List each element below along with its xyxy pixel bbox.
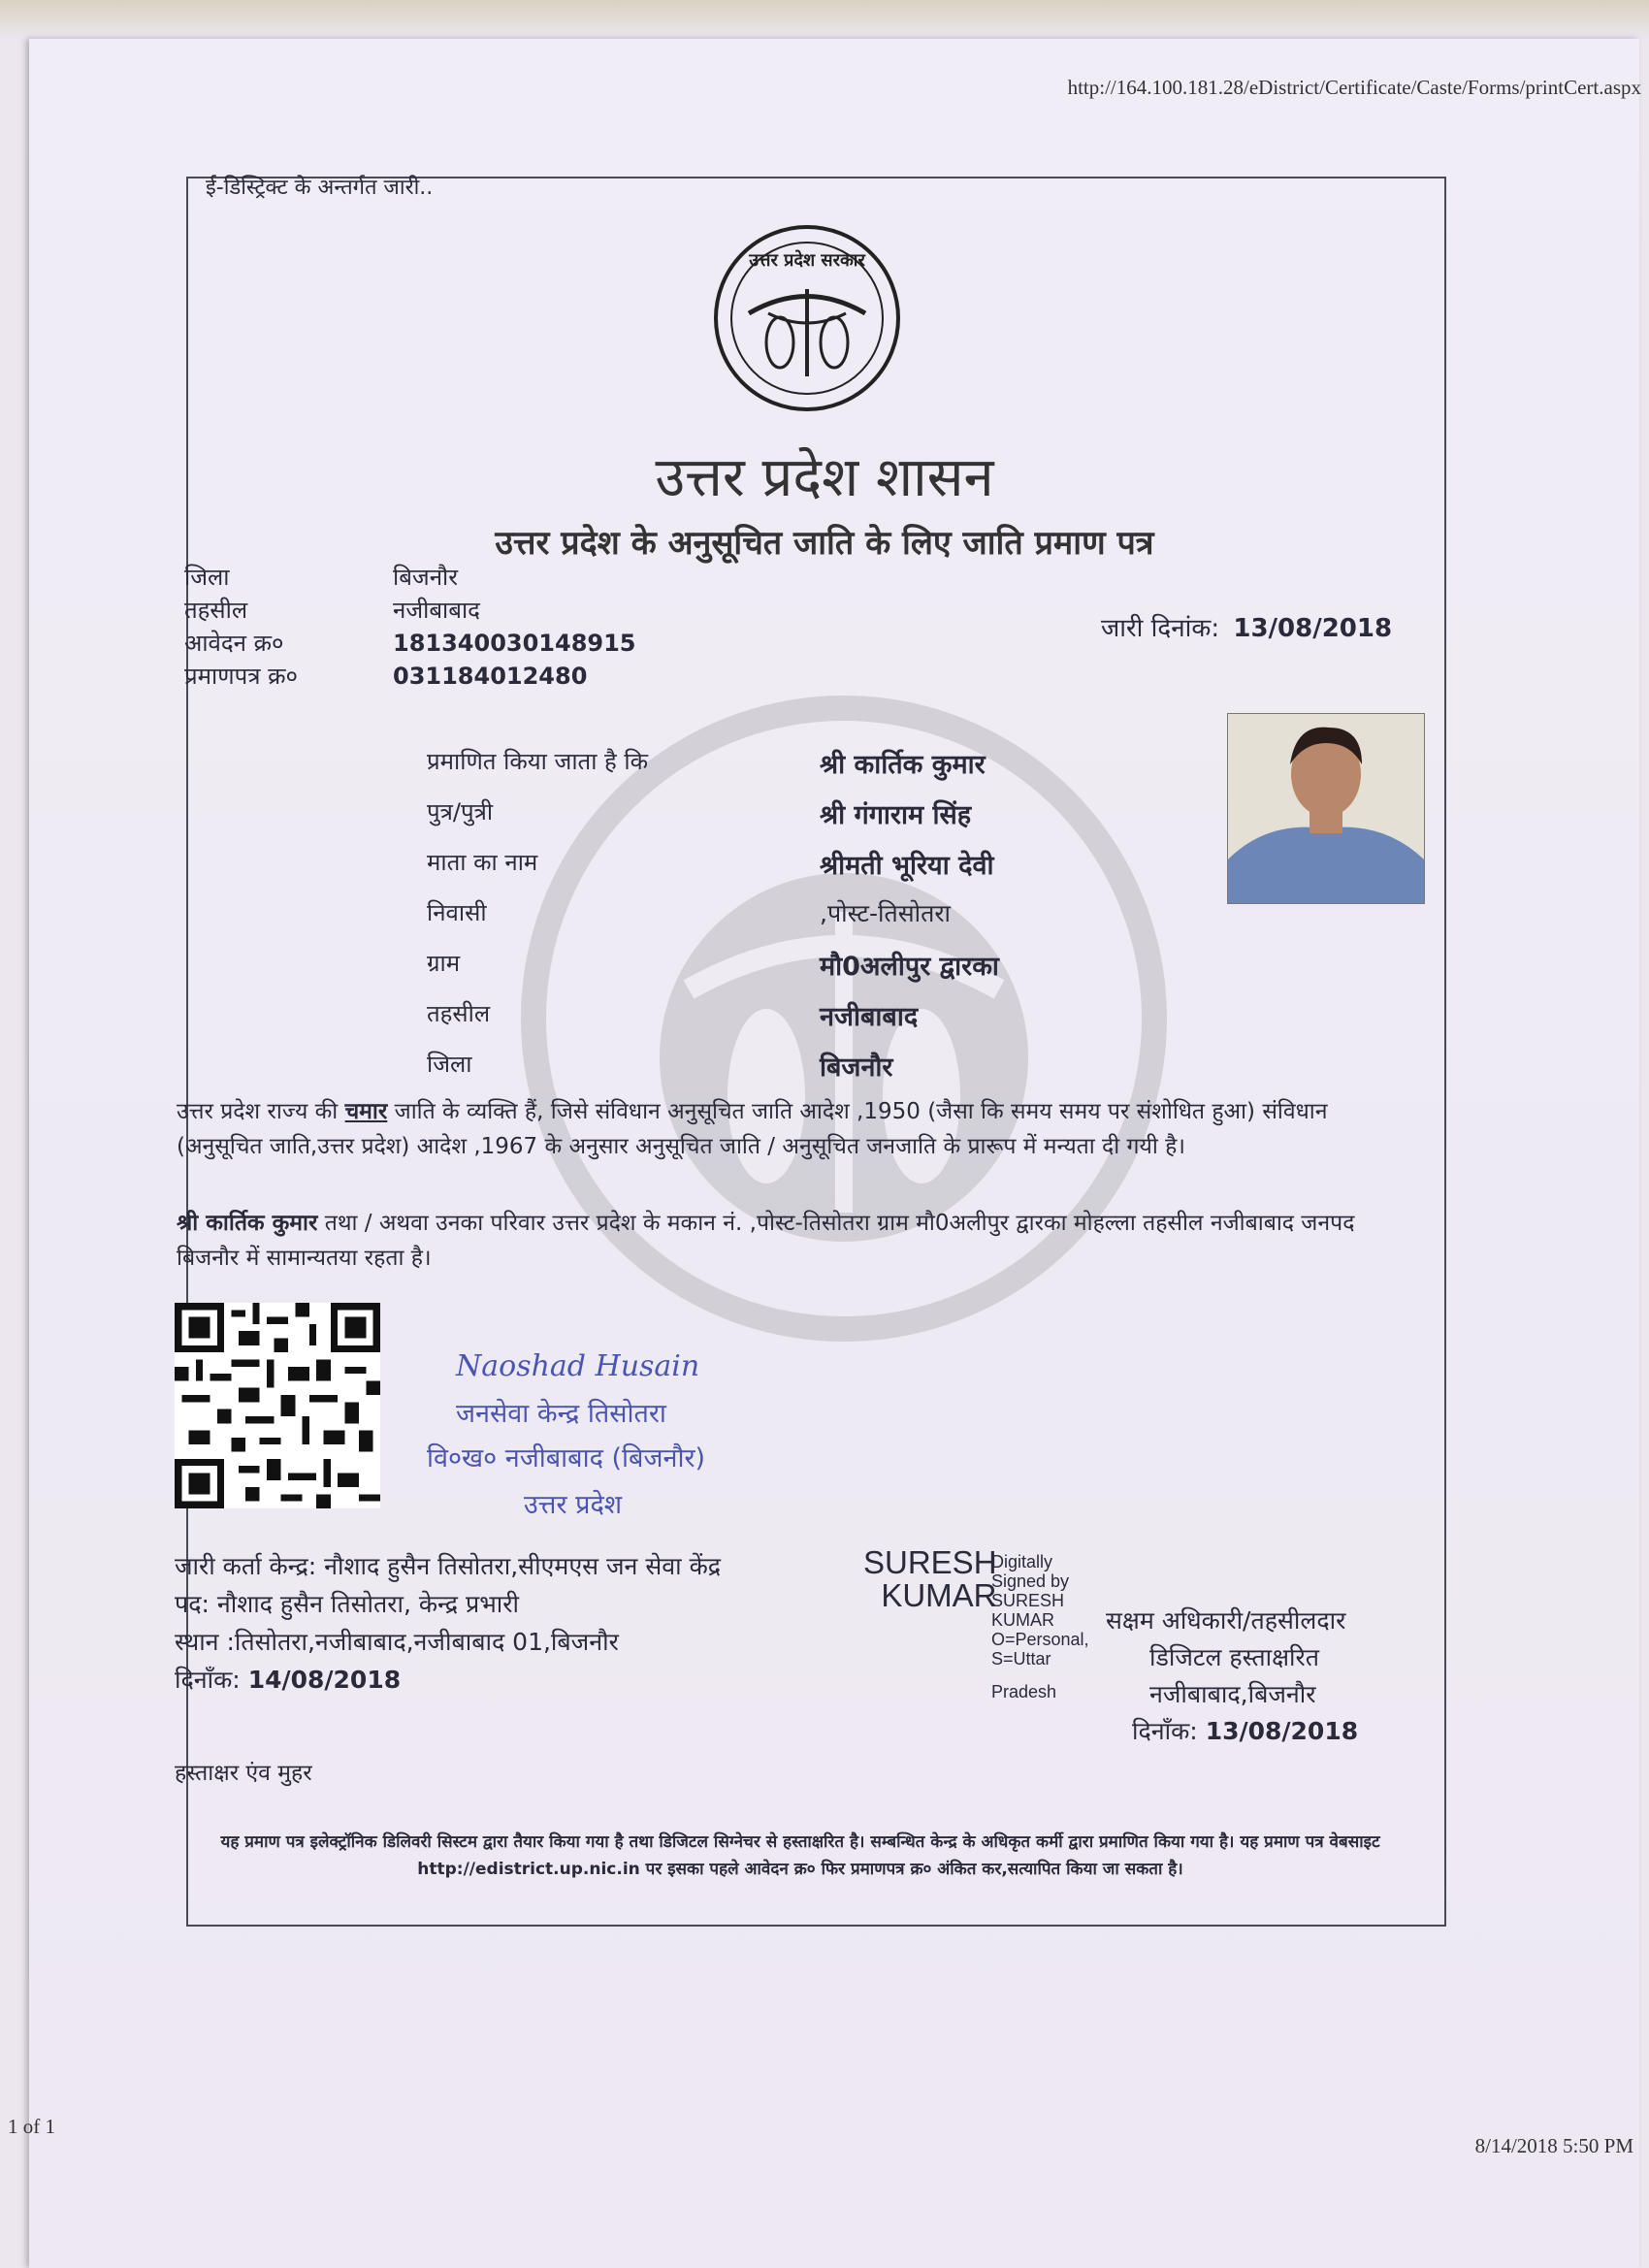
dsig-meta-gap — [991, 1669, 1089, 1682]
issuer-place — [175, 1623, 721, 1661]
person-photo-icon — [1228, 714, 1424, 903]
up-government-emblem — [710, 221, 904, 415]
caste-statement-prefix: उत्तर प्रदेश राज्य की — [177, 1099, 339, 1124]
applicant-photo — [1227, 713, 1425, 904]
meta-value: 031184012480 — [393, 663, 588, 690]
detail-value: नजीबाबाद — [820, 1002, 919, 1032]
detail-label: प्रमाणित किया जाता है कि — [427, 748, 649, 775]
detail-row-father — [427, 795, 1203, 834]
issue-date-value: 13/08/2018 — [1233, 614, 1393, 643]
stamp-line-2: वि०ख० नजीबाबाद (बिजनौर) — [427, 1443, 706, 1474]
scan-top-edge — [0, 0, 1649, 39]
meta-value: बिजनौर — [393, 564, 459, 591]
detail-label: तहसील — [427, 1000, 491, 1027]
dsig-meta-line: Signed by — [991, 1571, 1070, 1591]
dsig-meta-line: Digitally — [991, 1552, 1053, 1571]
issuer-post-label: पद: — [175, 1590, 210, 1618]
dsig-meta-line: SURESH — [991, 1591, 1065, 1610]
issuer-place-label: स्थान : — [175, 1628, 235, 1656]
meta-label: आवेदन क्र० — [184, 630, 284, 657]
digital-signature-details — [991, 1552, 1089, 1701]
issuer-date-label: दिनाँक: — [175, 1666, 241, 1694]
dsig-meta-line: KUMAR — [991, 1610, 1055, 1630]
caste-statement — [177, 1094, 1408, 1164]
officer-place: नजीबाबाद,बिजनौर — [1149, 1680, 1316, 1708]
detail-row-resident — [427, 896, 1203, 935]
caste-statement-suffix: जाति के व्यक्ति हैं, जिसे संविधान अनुसूचित जाति आदेश ,1950 (जैसा कि समय समय पर संशोधित हुआ) संविधान (अनुसूचित जाति,उत्तर प्रदेश) आदेश ,1967 के अनुसार अनुसूचित जाति / अनुसूचित जनजाति के प्रारूप में मन्यता दी गयी है। — [177, 1099, 1328, 1159]
meta-row-district — [184, 561, 636, 594]
dsig-meta-line: S=Uttar — [991, 1649, 1051, 1669]
signature-and-seal-label: हस्ताक्षर एंव मुहर — [175, 1761, 312, 1786]
meta-value: 181340030148915 — [393, 630, 636, 657]
residence-person-name: श्री कार्तिक कुमार — [177, 1211, 318, 1236]
detail-value: श्री गंगाराम सिंह — [820, 800, 972, 830]
dsig-meta-line: Pradesh — [991, 1682, 1057, 1701]
issuer-block — [175, 1547, 721, 1699]
dsig-name-line-1: SURESH — [863, 1544, 997, 1580]
detail-label: जिला — [427, 1051, 472, 1078]
competent-officer — [1106, 1603, 1358, 1750]
issuer-center-label: जारी कर्ता केन्द्र: — [175, 1552, 317, 1580]
detail-label: निवासी — [427, 899, 487, 926]
certificate-title: उत्तर प्रदेश के अनुसूचित जाति के लिए जाति प्रमाण पत्र — [495, 524, 1154, 563]
officer-date — [1106, 1713, 1358, 1750]
handwritten-signature: Naoshad Husain — [456, 1349, 700, 1383]
digital-signature-name — [863, 1546, 997, 1612]
officer-date-label: दिनाँक: — [1132, 1717, 1198, 1745]
issue-date-label: जारी दिनांक: — [1101, 614, 1220, 643]
verification-footnote: यह प्रमाण पत्र इलेक्ट्रॉनिक डिलिवरी सिस्टम द्वारा तैयार किया गया है तथा डिजिटल सिग्नेचर से हस्ताक्षरित है। सम्बन्धित केन्द्र के अधिकृत कर्मी द्वारा प्रमाणित किया गया है। यह प्रमाण पत्र वेबसाइट http://edistrict.up.nic.in पर इसका पहले आवेदन क्र० फिर प्रमाणपत्र क्र० अंकित कर,सत्यापित किया जा सकता है। — [220, 1832, 1380, 1879]
meta-label: जिला — [184, 564, 230, 591]
residence-statement — [177, 1206, 1408, 1276]
issuer-center-value: नौशाद हुसैन तिसोतरा,सीएमएस जन सेवा केंद्र — [324, 1552, 722, 1580]
officer-sign: डिजिटल हस्ताक्षरित — [1149, 1643, 1319, 1671]
issuer-place-value: तिसोतरा,नजीबाबाद,नजीबाबाद 01,बिजनौर — [234, 1628, 619, 1656]
meta-row-application-no — [184, 627, 636, 660]
detail-row-village — [427, 947, 1203, 986]
dsig-name-line-2: KUMAR — [881, 1577, 997, 1613]
print-timestamp: 8/14/2018 5:50 PM — [1474, 2134, 1633, 2157]
issuer-center — [175, 1547, 721, 1585]
detail-value: श्रीमती भूरिया देवी — [820, 851, 994, 881]
detail-label: माता का नाम — [427, 849, 538, 876]
detail-value: ,पोस्ट-तिसोतरा — [820, 899, 952, 927]
issuer-date-value: 14/08/2018 — [247, 1666, 402, 1694]
detail-row-district — [427, 1048, 1203, 1086]
detail-row-name — [427, 745, 1203, 784]
detail-label: ग्राम — [427, 950, 461, 977]
issuer-post-value: नौशाद हुसैन तिसोतरा, केन्द्र प्रभारी — [216, 1590, 519, 1618]
detail-value: बिजनौर — [820, 1053, 893, 1083]
government-title: उत्तर प्रदेश शासन — [655, 446, 994, 509]
stamp-line-1: जनसेवा केन्द्र तिसोतरा — [456, 1399, 666, 1429]
residence-statement-text: तथा / अथवा उनका परिवार उत्तर प्रदेश के मकान नं. ,पोस्ट-तिसोतरा ग्राम मौ0अलीपुर द्वारका मोहल्ला तहसील नजीबाबाद जनपद बिजनौर में सामान्यतया रहता है। — [177, 1211, 1355, 1271]
meta-value: नजीबाबाद — [393, 597, 480, 624]
detail-value: मौ0अलीपुर द्वारका — [820, 952, 999, 982]
meta-label: प्रमाणपत्र क्र० — [184, 663, 298, 690]
certificate-meta — [184, 561, 636, 693]
emblem-text: उत्तर प्रदेश सरकार — [749, 250, 865, 271]
qr-code — [175, 1303, 380, 1508]
caste-name: चमार — [344, 1099, 388, 1124]
officer-title: सक्षम अधिकारी/तहसीलदार — [1106, 1606, 1346, 1635]
page-count: 1 of 1 — [8, 2115, 55, 2138]
officer-date-value: 13/08/2018 — [1205, 1717, 1359, 1745]
issuer-date — [175, 1661, 721, 1699]
detail-label: पुत्र/पुत्री — [427, 798, 494, 826]
detail-row-mother — [427, 846, 1203, 885]
issuer-post — [175, 1585, 721, 1623]
issue-date — [1101, 609, 1392, 644]
issued-under-label: ई-डिस्ट्रिक्ट के अन्तर्गत जारी.. — [206, 176, 434, 200]
meta-row-tehsil — [184, 594, 636, 627]
meta-row-certificate-no — [184, 660, 636, 693]
detail-row-tehsil — [427, 997, 1203, 1036]
detail-value: श्री कार्तिक कुमार — [820, 750, 986, 780]
stamp-line-3: उत्तर प्रदेश — [524, 1490, 623, 1520]
print-url: http://164.100.181.28/eDistrict/Certificate/Caste/Forms/printCert.aspx — [1067, 76, 1641, 99]
dsig-meta-line: O=Personal, — [991, 1630, 1089, 1649]
meta-label: तहसील — [184, 597, 248, 624]
